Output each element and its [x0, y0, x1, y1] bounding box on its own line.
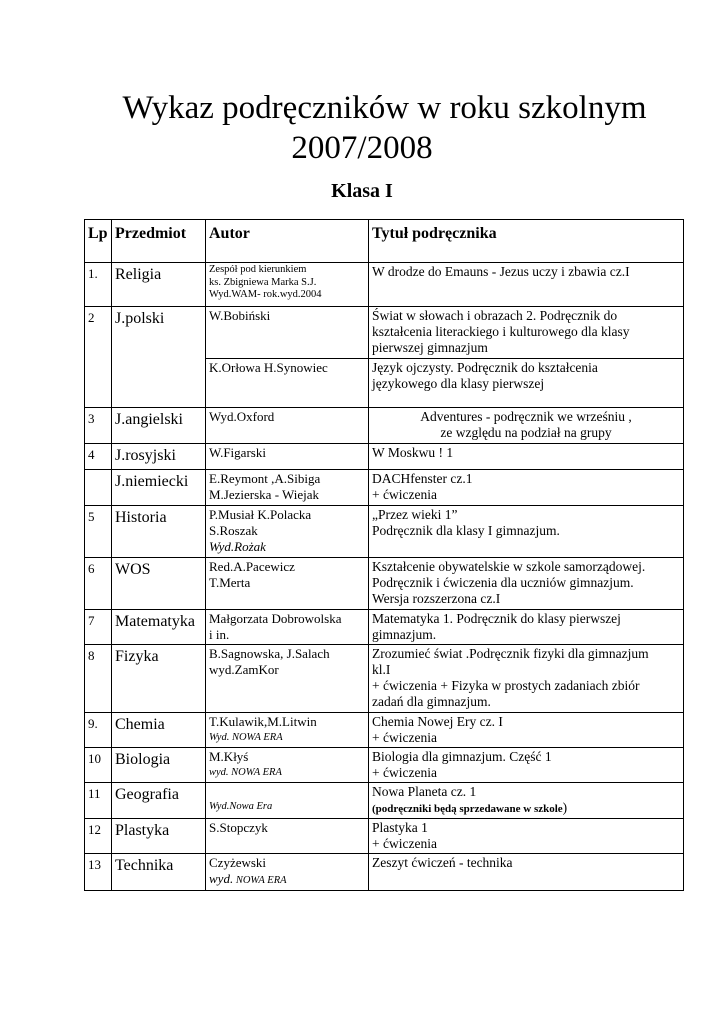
row-book: Chemia Nowej Ery cz. I + ćwiczenia — [369, 713, 684, 748]
row-book: „Przez wieki 1” Podręcznik dla klasy I gimnazjum. — [369, 506, 684, 558]
row-lp: 10 — [85, 748, 112, 783]
row-book: W Moskwu ! 1 — [369, 444, 684, 470]
class-heading: Klasa I — [331, 180, 393, 202]
row-author: Małgorzata Dobrowolska i in. — [206, 610, 369, 645]
row-author: E.Reymont ,A.Sibiga M.Jezierska - Wiejak — [206, 470, 369, 506]
row-lp — [85, 470, 112, 506]
row-author: B.Sagnowska, J.Salach wyd.ZamKor — [206, 645, 369, 713]
header-book: Tytuł podręcznika — [369, 220, 684, 263]
title-line-2: 2007/2008 — [291, 130, 433, 166]
header-subject: Przedmiot — [112, 220, 206, 263]
row-book: Matematyka 1. Podręcznik do klasy pierwszej gimnazjum. — [369, 610, 684, 645]
row-book: Zeszyt ćwiczeń - technika — [369, 854, 684, 891]
row-subject: WOS — [112, 558, 206, 610]
row-subject: Historia — [112, 506, 206, 558]
table-row — [85, 506, 684, 558]
table-row — [85, 408, 684, 444]
row-book: Zrozumieć świat .Podręcznik fizyki dla gimnazjum kl.I + ćwiczenia + Fizyka w prostych zadaniach zbiór zadań dla gimnazjum. — [369, 645, 684, 713]
row-author: M.Kłyś wyd. NOWA ERA — [206, 748, 369, 783]
row-lp: 6 — [85, 558, 112, 610]
row-subject: Fizyka — [112, 645, 206, 713]
row-book: DACHfenster cz.1 + ćwiczenia — [369, 470, 684, 506]
table-row — [85, 854, 684, 891]
table-row — [85, 748, 684, 783]
row-subject: Technika — [112, 854, 206, 891]
row-lp: 7 — [85, 610, 112, 645]
row-lp: 8 — [85, 645, 112, 713]
document-title — [0, 88, 724, 168]
row-lp: 3 — [85, 408, 112, 444]
title-line-1: Wykaz podręczników w roku szkolnym — [122, 90, 647, 126]
row-subject: J.polski — [112, 307, 206, 408]
row-author: W.Figarski — [206, 444, 369, 470]
row-lp: 9. — [85, 713, 112, 748]
row-subject: Religia — [112, 263, 206, 307]
row-author: Zespół pod kierunkiem ks. Zbigniewa Marka S.J. Wyd.WAM- rok.wyd.2004 — [206, 263, 369, 307]
header-lp: Lp — [85, 220, 112, 263]
row-lp: 4 — [85, 444, 112, 470]
row-book: W drodze do Emauns - Jezus uczy i zbawia cz.I — [369, 263, 684, 307]
row-author: S.Stopczyk — [206, 819, 369, 854]
row-author: Czyżewski wyd. NOWA ERA — [206, 854, 369, 891]
row-book: Adventures - podręcznik we wrześniu , ze względu na podział na grupy — [369, 408, 684, 444]
table-header-row — [85, 220, 684, 263]
row-book: Język ojczysty. Podręcznik do kształcenia językowego dla klasy pierwszej — [369, 359, 684, 408]
table-row — [85, 470, 684, 506]
row-subject: Matematyka — [112, 610, 206, 645]
row-lp: 5 — [85, 506, 112, 558]
row-lp: 12 — [85, 819, 112, 854]
row-author: Wyd.Oxford — [206, 408, 369, 444]
table-row — [85, 610, 684, 645]
row-lp: 1. — [85, 263, 112, 307]
row-author: W.Bobiński — [206, 307, 369, 359]
row-book: Biologia dla gimnazjum. Część 1 + ćwiczenia — [369, 748, 684, 783]
table-row — [85, 558, 684, 610]
row-subject: J.niemiecki — [112, 470, 206, 506]
row-lp: 13 — [85, 854, 112, 891]
row-lp: 2 — [85, 307, 112, 408]
header-author: Autor — [206, 220, 369, 263]
row-author: Red.A.Pacewicz T.Merta — [206, 558, 369, 610]
row-book: Świat w słowach i obrazach 2. Podręcznik do kształcenia literackiego i kulturowego dla klasy pierwszej gimnazjum — [369, 307, 684, 359]
textbook-table — [84, 219, 684, 891]
row-subject: Biologia — [112, 748, 206, 783]
row-subject: Plastyka — [112, 819, 206, 854]
table-row — [85, 307, 684, 359]
row-book: Plastyka 1 + ćwiczenia — [369, 819, 684, 854]
table-row — [85, 645, 684, 713]
table-row — [85, 444, 684, 470]
row-author: P.Musiał K.Polacka S.Roszak Wyd.Rożak — [206, 506, 369, 558]
table-row — [85, 783, 684, 819]
row-book: Nowa Planeta cz. 1 (podręczniki będą sprzedawane w szkole) — [369, 783, 684, 819]
row-lp: 11 — [85, 783, 112, 819]
table-row — [85, 713, 684, 748]
row-author: Wyd.Nowa Era — [206, 783, 369, 819]
row-subject: Geografia — [112, 783, 206, 819]
table-row — [85, 819, 684, 854]
row-subject: J.angielski — [112, 408, 206, 444]
row-subject: J.rosyjski — [112, 444, 206, 470]
row-subject: Chemia — [112, 713, 206, 748]
row-author: T.Kulawik,M.Litwin Wyd. NOWA ERA — [206, 713, 369, 748]
table-row — [85, 263, 684, 307]
row-author: K.Orłowa H.Synowiec — [206, 359, 369, 408]
row-book: Kształcenie obywatelskie w szkole samorządowej. Podręcznik i ćwiczenia dla uczniów gimnazjum. Wersja rozszerzona cz.I — [369, 558, 684, 610]
